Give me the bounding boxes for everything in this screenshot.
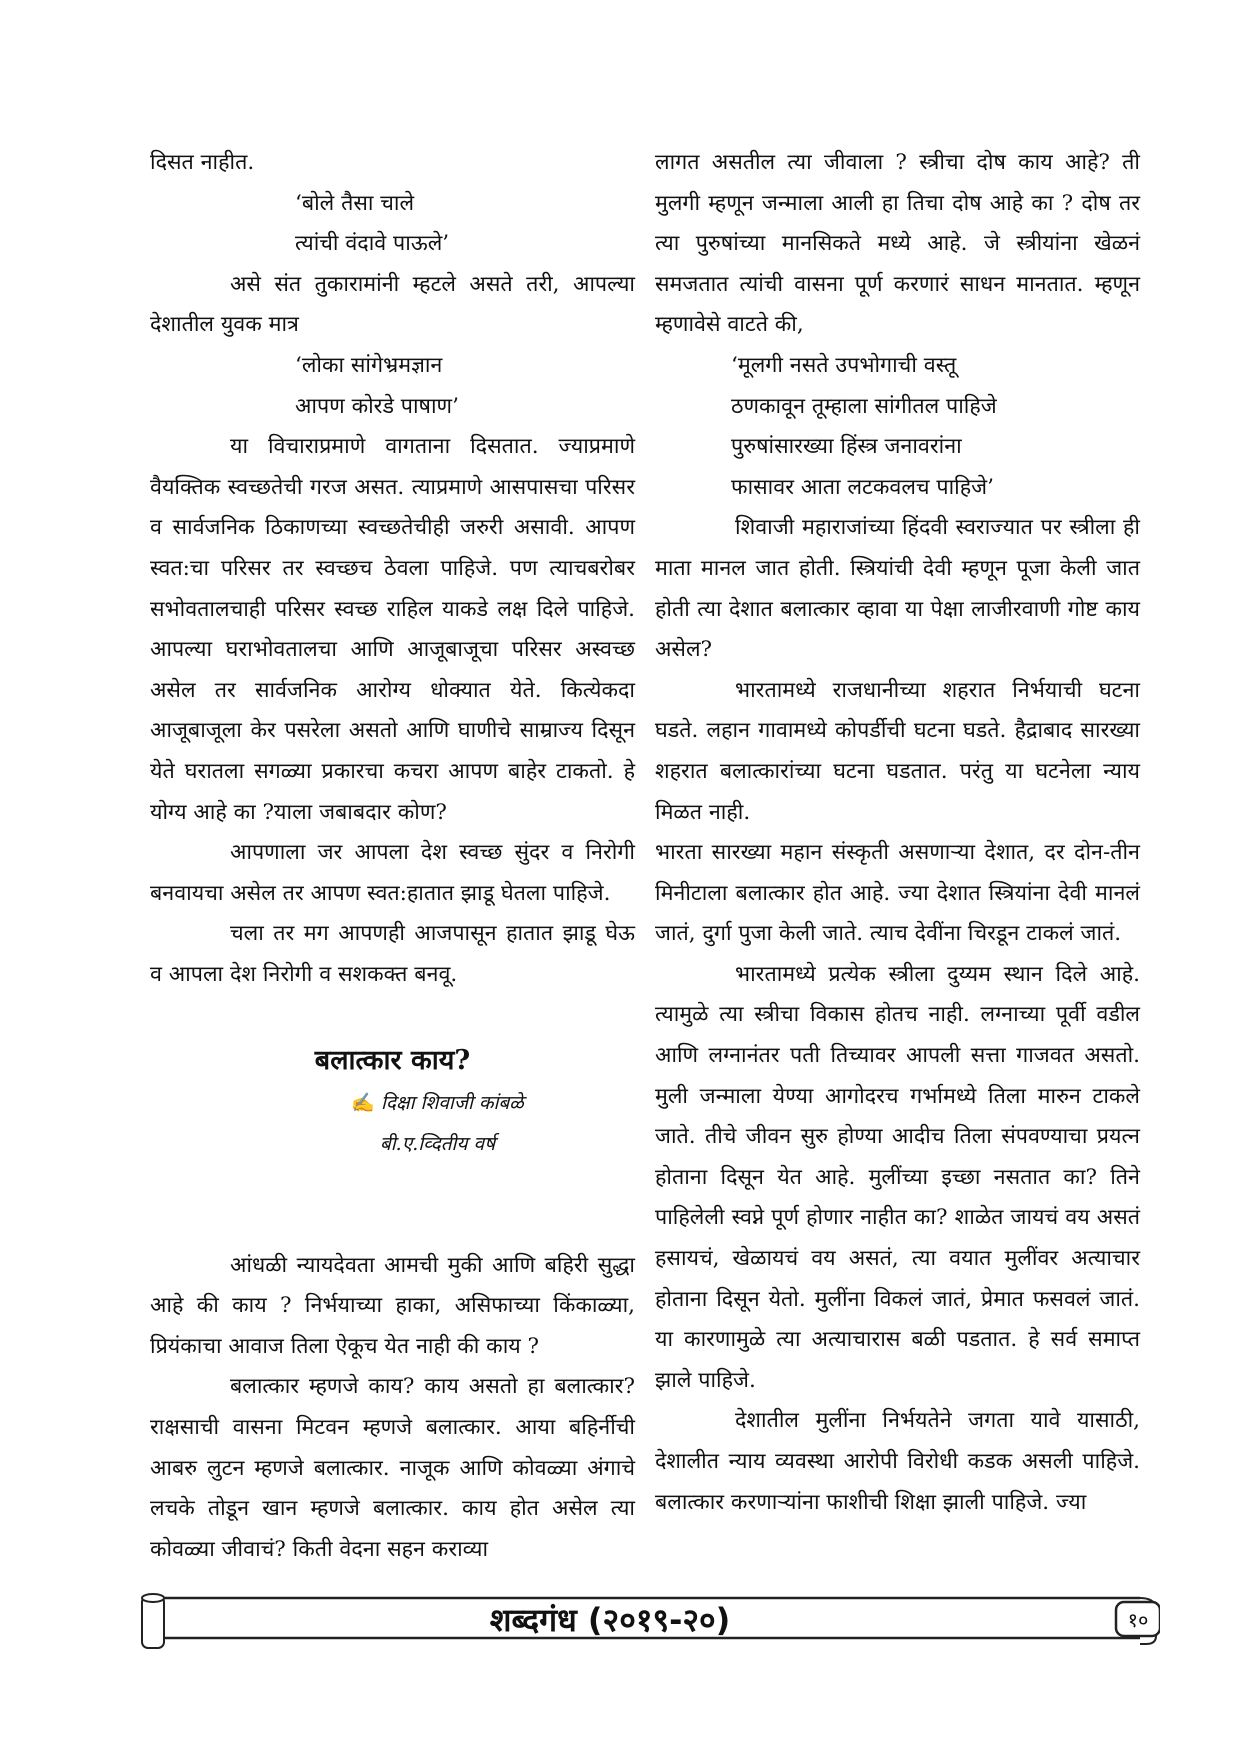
poem-line: ‘लोका सांगेभ्रमज्ञान xyxy=(295,352,443,378)
paragraph: असे संत तुकारामांनी म्हटले असते तरी, आपल्या देशातील युवक मात्र xyxy=(150,271,635,338)
poem-line: पुरुषांसारख्या हिंस्त्र जनावरांना xyxy=(731,434,962,460)
paragraph: भारतामध्ये प्रत्येक स्त्रीला दुय्यम स्थान दिले आहे. त्यामुळे त्या स्त्रीचा विकास होतच नाही. लग्नाच्या पूर्वी वडील आणि लग्नानंतर पती तिच्यावर आपली सत्ता गाजवत असतो. मुली जन्माला येण्या आगोदरच गर्भामध्ये तिला मारुन टाकले जाते. तीचे जीवन सुरु होण्या आदीच तिला संपवण्याचा प्रयत्न होताना दिसून येत आहे. मुलींच्या इच्छा नसतात का? तिने पाहिलेली स्वप्ने पूर्ण होणार नाहीत का? शाळेत जायचं वय असतं हसायचं, खेळायचं वय असतं, त्या वयात मुलींवर अत्याचार होताना दिसून येतो. मुलींना विकलं जातं, प्रेमात फसवलं जातं. या कारणामुळे त्या अत्याचारास बळी पडतात. हे सर्व समाप्त झाले पाहिजे. xyxy=(655,961,1140,1393)
author-line xyxy=(150,1083,635,1124)
paragraph: लागत असतील त्या जीवाला ? स्त्रीचा दोष काय आहे? ती मुलगी म्हणून जन्माला आली हा तिचा दोष आहे का ? दोष तर त्या पुरुषांच्या मानसिकते मध्ये आहे. जे स्त्रीयांना खेळनं समजतात त्यांची वासना पूर्ण करणारं साधन मानतात. म्हणून म्हणावेसे वाटते की, xyxy=(655,150,1140,338)
paragraph: आंधळी न्यायदेवता आमची मुकी आणि बहिरी सुद्धा आहे की काय ? निर्भयाच्या हाका, असिफाच्या किंकाळ्या, प्रियंकाचा आवाज तिला ऐकूच येत नाही की काय ? xyxy=(150,1252,635,1359)
paragraph: आपणाला जर आपला देश स्वच्छ सुंदर व निरोगी बनवायचा असेल तर आपण स्वत:हातात झाडू घेतला पाहिजे. xyxy=(150,840,635,906)
poem-line: ठणकावून तूम्हाला सांगीतल पाहिजे xyxy=(731,393,997,419)
paragraph: बलात्कार म्हणजे काय? काय असतो हा बलात्कार? राक्षसाची वासना मिटवन म्हणजे बलात्कार. आया बहिर्नीची आबरु लुटन म्हणजे बलात्कार. नाजूक आणि कोवळ्या अंगाचे लचके तोडून खान म्हणजे बलात्कार. काय होत असेल त्या कोवळ्या जीवाचं? किती वेदना सहन कराव्या xyxy=(150,1374,635,1562)
poem-quote xyxy=(655,346,1140,508)
article-title: बलात्कार काय? xyxy=(314,1045,471,1077)
poem-line: ‘मूलगी नसते उपभोगाची वस्तू xyxy=(731,352,957,378)
left-column xyxy=(150,143,635,1570)
author-name: दिक्षा शिवाजी कांबळे xyxy=(380,1092,524,1115)
author-class: बी.ए.व्दितीय वर्ष xyxy=(379,1133,496,1156)
page-number: १० xyxy=(1127,1608,1149,1632)
pen-icon: ✍ xyxy=(351,1092,375,1115)
page-footer xyxy=(140,1592,1160,1652)
paragraph: देशातील मुलींना निर्भयतेने जगता यावे यासाठी, देशालीत न्याय व्यवस्था आरोपी विरोधी कडक असली पाहिजे. बलात्कार करणाऱ्यांना फाशीची शिक्षा झाली पाहिजे. ज्या xyxy=(655,1408,1140,1515)
poem-quote xyxy=(150,184,635,265)
paragraph: चला तर मग आपणही आजपासून हातात झाडू घेऊ व आपला देश निरोगी व सशकक्त बनवू. xyxy=(150,921,635,987)
spacer xyxy=(150,1165,635,1246)
magazine-title: शब्दगंध (२०१९-२०) xyxy=(489,1601,731,1639)
right-column xyxy=(655,143,1140,1523)
poem-line: ‘बोले तैसा चाले xyxy=(295,190,415,216)
poem-line: त्यांची वंदावे पाऊले’ xyxy=(295,231,450,257)
poem-line: फासावर आता लटकवलच पाहिजे’ xyxy=(731,474,994,500)
paragraph: दिसत नाहीत. xyxy=(150,150,255,175)
paragraph: भारता सारख्या महान संस्कृती असणाऱ्या देशात, दर दोन-तीन मिनीटाला बलात्कार होत आहे. ज्या देशात स्त्रियांना देवी मानलं जातं, दुर्गा पुजा केली जाते. त्याच देवींना चिरडून टाकलं जातं. xyxy=(655,840,1140,947)
poem-quote xyxy=(150,346,635,427)
paragraph: भारतामध्ये राजधानीच्या शहरात निर्भयाची घटना घडते. लहान गावामध्ये कोपर्डीची घटना घडते. हैद्राबाद सारख्या शहरात बलात्कारांच्या घटना घडतात. परंतु या घटनेला न्याय मिळत नाही. xyxy=(655,677,1140,825)
paragraph: या विचाराप्रमाणे वागताना दिसतात. ज्याप्रमाणे वैयक्तिक स्वच्छतेची गरज असत. त्याप्रमाणे आसपासचा परिसर व सार्वजनिक ठिकाणच्या स्वच्छतेचीही जरुरी असावी. आपण स्वत:चा परिसर तर स्वच्छच ठेवला पाहिजे. पण त्याचबरोबर सभोवतालचाही परिसर स्वच्छ राहिल याकडे लक्ष दिले पाहिजे. आपल्या घराभोवतालचा आणि आजूबाजूचा परिसर अस्वच्छ असेल तर सार्वजनिक आरोग्य धोक्यात येते. कित्येकदा आजूबाजूला केर पसरेला असतो आणि घाणीचे साम्राज्य दिसून येते घरातला सगळ्या प्रकारचा कचरा आपण बाहेर टाकतो. हे योग्य आहे का ?याला जबाबदार कोण? xyxy=(150,434,635,825)
poem-line: आपण कोरडे पाषाण’ xyxy=(295,393,459,419)
paragraph: शिवाजी महाराजांच्या हिंदवी स्वराज्यात पर स्त्रीला ही माता मानल जात होती. स्त्रियांची देवी म्हणून पूजा केली जात होती त्या देशात बलात्कार व्हावा या पेक्षा लाजीरवाणी गोष्ट काय असेल? xyxy=(655,515,1140,663)
